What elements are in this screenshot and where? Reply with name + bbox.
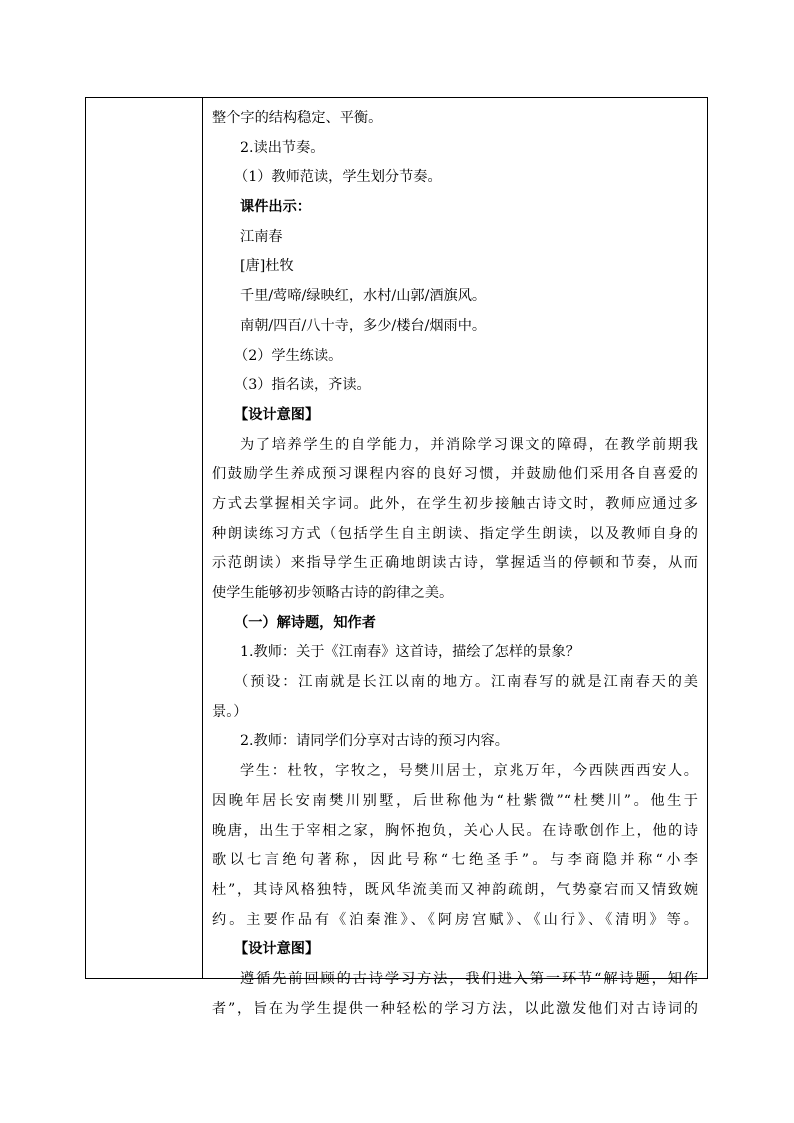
- text-line: 江南春: [240, 228, 283, 245]
- text-line: 【设计意图】: [234, 941, 320, 958]
- text-line: 晚唐，出生于宰相之家，胸怀抱负，关心人民。在诗歌创作上，他的诗: [212, 822, 698, 839]
- text-line: 学生：杜牧，字牧之，号樊川居士，京兆万年，今西陕西西安人。: [240, 763, 698, 780]
- text-line: 种朗读练习方式（包括学生自主朗读、指定学生朗读，以及教师自身的: [212, 525, 698, 542]
- text-line: 景。）: [212, 703, 248, 720]
- lesson-table: [85, 97, 708, 1017]
- text-line: （预设：江南就是长江以南的地方。江南春写的就是江南春天的美: [234, 674, 698, 691]
- text-line: 整个字的结构稳定、平衡。: [212, 110, 383, 126]
- text-line: 千里/莺啼/绿映红，水村/山郭/酒旗风。: [240, 288, 487, 305]
- text-line: 南朝/四百/八十寺，多少/楼台/烟雨中。: [240, 317, 487, 334]
- text-line: 示范朗读）来指导学生正确地朗读古诗，掌握适当的停顿和节奏，从而: [212, 555, 698, 572]
- text-line: 课件出示：: [240, 199, 311, 216]
- text-line: 【设计意图】: [234, 406, 320, 423]
- text-line: 者”，旨在为学生提供一种轻松的学习方法，以此激发他们对古诗词的: [212, 1000, 698, 1017]
- text-line: （2）学生练读。: [234, 347, 343, 364]
- text-line: 约。主要作品有《泊秦淮》、《阿房宫赋》、《山行》、《清明》等。: [212, 911, 698, 928]
- text-line: 2.读出节奏。: [240, 139, 325, 156]
- text-line: 歌以七言绝句著称，因此号称“七绝圣手”。与李商隐并称“小李: [212, 852, 698, 869]
- text-line: （一）解诗题，知作者: [234, 614, 376, 631]
- text-line: （3）指名读，齐读。: [234, 377, 371, 394]
- text-line: 方式去掌握相关字词。此外，在学生初步接触古诗文时，教师应通过多: [212, 495, 698, 512]
- text-line: 1.教师：关于《江南春》这首诗，描绘了怎样的景象？: [240, 644, 580, 661]
- text-line: [唐]杜牧: [240, 258, 294, 275]
- text-line: 杜”，其诗风格独特，既风华流美而又神韵疏朗，气势豪宕而又情致婉: [212, 881, 698, 898]
- table-content-cell: [203, 98, 707, 1017]
- text-line: 们鼓励学生养成预习课程内容的良好习惯，并鼓励他们采用各自喜爱的: [212, 466, 698, 483]
- text-line: 遵循先前回顾的古诗学习方法，我们进入第一环节“解诗题，知作: [240, 970, 698, 987]
- text-line: （1）教师范读，学生划分节奏。: [234, 169, 442, 186]
- text-line: 使学生能够初步领略古诗的韵律之美。: [212, 585, 454, 601]
- table-left-column: [86, 98, 203, 978]
- text-line: 因晚年居长安南樊川别墅，后世称他为“杜紫微”“杜樊川”。他生于: [212, 792, 698, 809]
- text-line: 2.教师：请同学们分享对古诗的预习内容。: [240, 733, 509, 750]
- text-line: 为了培养学生的自学能力，并消除学习课文的障碍，在教学前期我: [240, 436, 698, 453]
